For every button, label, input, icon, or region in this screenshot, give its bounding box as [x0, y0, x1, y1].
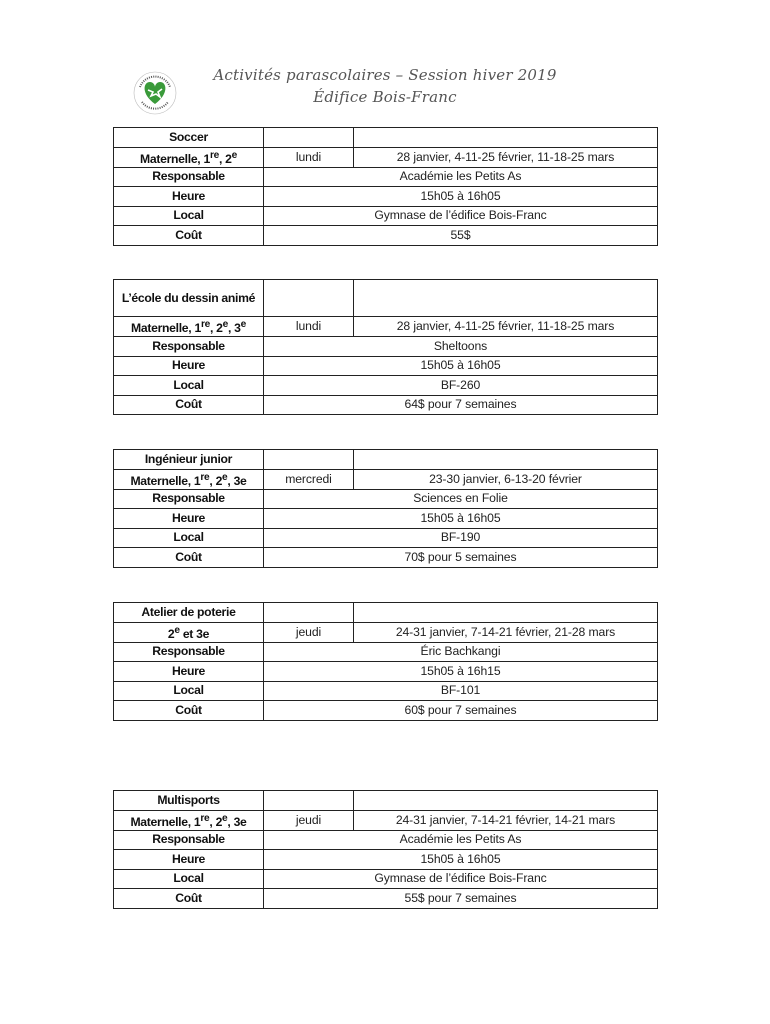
table-row — [114, 280, 658, 317]
activity-dates: 24-31 janvier, 7-14-21 février, 14-21 mars — [354, 810, 658, 830]
activity-day: jeudi — [264, 810, 354, 830]
table-row — [114, 206, 658, 226]
label-heure: Heure — [114, 509, 264, 529]
activity-name: Multisports — [114, 791, 264, 811]
activity-levels: Maternelle, 1re, 2e — [114, 147, 264, 167]
table-row — [114, 830, 658, 850]
table-row — [114, 622, 658, 642]
activity-local: BF-190 — [264, 528, 658, 548]
label-cout: Coût — [114, 226, 264, 246]
label-local: Local — [114, 376, 264, 396]
activity-cout: 64$ pour 7 semaines — [264, 395, 658, 415]
activity-heure: 15h05 à 16h05 — [264, 850, 658, 870]
table-row — [114, 603, 658, 623]
label-heure: Heure — [114, 662, 264, 682]
activity-levels: Maternelle, 1re, 2e, 3e — [114, 469, 264, 489]
activity-local: BF-260 — [264, 376, 658, 396]
activity-dates: 24-31 janvier, 7-14-21 février, 21-28 mars — [354, 622, 658, 642]
label-heure: Heure — [114, 356, 264, 376]
table-row — [114, 548, 658, 568]
activity-responsable: Éric Bachkangi — [264, 642, 658, 662]
table-row — [114, 395, 658, 415]
activity-dates: 23-30 janvier, 6-13-20 février — [354, 469, 658, 489]
activity-cout: 55$ — [264, 226, 658, 246]
table-row — [114, 356, 658, 376]
activity-table-poterie — [113, 602, 658, 721]
page-subtitle: Édifice Bois-Franc — [313, 88, 457, 106]
table-row — [114, 528, 658, 548]
activity-table-dessin-anime — [113, 279, 658, 415]
activity-responsable: Académie les Petits As — [264, 830, 658, 850]
label-cout: Coût — [114, 548, 264, 568]
table-row — [114, 850, 658, 870]
activity-heure: 15h05 à 16h05 — [264, 356, 658, 376]
activity-dates: 28 janvier, 4-11-25 février, 11-18-25 mars — [354, 317, 658, 337]
table-row — [114, 317, 658, 337]
table-row — [114, 469, 658, 489]
label-cout: Coût — [114, 889, 264, 909]
label-responsable: Responsable — [114, 830, 264, 850]
activity-name: L’école du dessin animé — [114, 280, 264, 317]
label-cout: Coût — [114, 395, 264, 415]
activity-name: Ingénieur junior — [114, 450, 264, 470]
table-row — [114, 450, 658, 470]
activity-local: Gymnase de l’édifice Bois-Franc — [264, 206, 658, 226]
activity-heure: 15h05 à 16h05 — [264, 187, 658, 207]
label-responsable: Responsable — [114, 489, 264, 509]
activity-day: lundi — [264, 147, 354, 167]
activity-local: Gymnase de l’édifice Bois-Franc — [264, 869, 658, 889]
activity-responsable: Académie les Petits As — [264, 167, 658, 187]
table-row — [114, 337, 658, 357]
table-row — [114, 810, 658, 830]
table-row — [114, 791, 658, 811]
table-row — [114, 662, 658, 682]
activity-day: mercredi — [264, 469, 354, 489]
label-responsable: Responsable — [114, 167, 264, 187]
table-row — [114, 489, 658, 509]
activity-name: Soccer — [114, 128, 264, 148]
activity-cout: 55$ pour 7 semaines — [264, 889, 658, 909]
activity-local: BF-101 — [264, 681, 658, 701]
activity-dates: 28 janvier, 4-11-25 février, 11-18-25 mars — [354, 147, 658, 167]
activity-table-soccer — [113, 127, 658, 246]
table-row — [114, 187, 658, 207]
table-row — [114, 376, 658, 396]
activity-responsable: Sheltoons — [264, 337, 658, 357]
activity-name: Atelier de poterie — [114, 603, 264, 623]
label-cout: Coût — [114, 701, 264, 721]
activity-levels: Maternelle, 1re, 2e, 3e — [114, 810, 264, 830]
label-local: Local — [114, 869, 264, 889]
label-heure: Heure — [114, 850, 264, 870]
activity-cout: 70$ pour 5 semaines — [264, 548, 658, 568]
table-row — [114, 889, 658, 909]
activity-day: jeudi — [264, 622, 354, 642]
table-row — [114, 509, 658, 529]
table-row — [114, 642, 658, 662]
label-local: Local — [114, 206, 264, 226]
table-row — [114, 147, 658, 167]
page-title: Activités parascolaires – Session hiver 2019 — [213, 66, 557, 84]
table-row — [114, 681, 658, 701]
activity-levels: 2e et 3e — [114, 622, 264, 642]
label-local: Local — [114, 528, 264, 548]
table-row — [114, 167, 658, 187]
table-row — [114, 701, 658, 721]
activity-levels: Maternelle, 1re, 2e, 3e — [114, 317, 264, 337]
activity-table-multisports — [113, 790, 658, 909]
activity-responsable: Sciences en Folie — [264, 489, 658, 509]
activity-table-ingenieur-junior — [113, 449, 658, 568]
label-local: Local — [114, 681, 264, 701]
label-responsable: Responsable — [114, 642, 264, 662]
label-heure: Heure — [114, 187, 264, 207]
activity-heure: 15h05 à 16h05 — [264, 509, 658, 529]
table-row — [114, 128, 658, 148]
table-row — [114, 869, 658, 889]
label-responsable: Responsable — [114, 337, 264, 357]
activity-heure: 15h05 à 16h15 — [264, 662, 658, 682]
table-row — [114, 226, 658, 246]
activity-day: lundi — [264, 317, 354, 337]
activity-cout: 60$ pour 7 semaines — [264, 701, 658, 721]
